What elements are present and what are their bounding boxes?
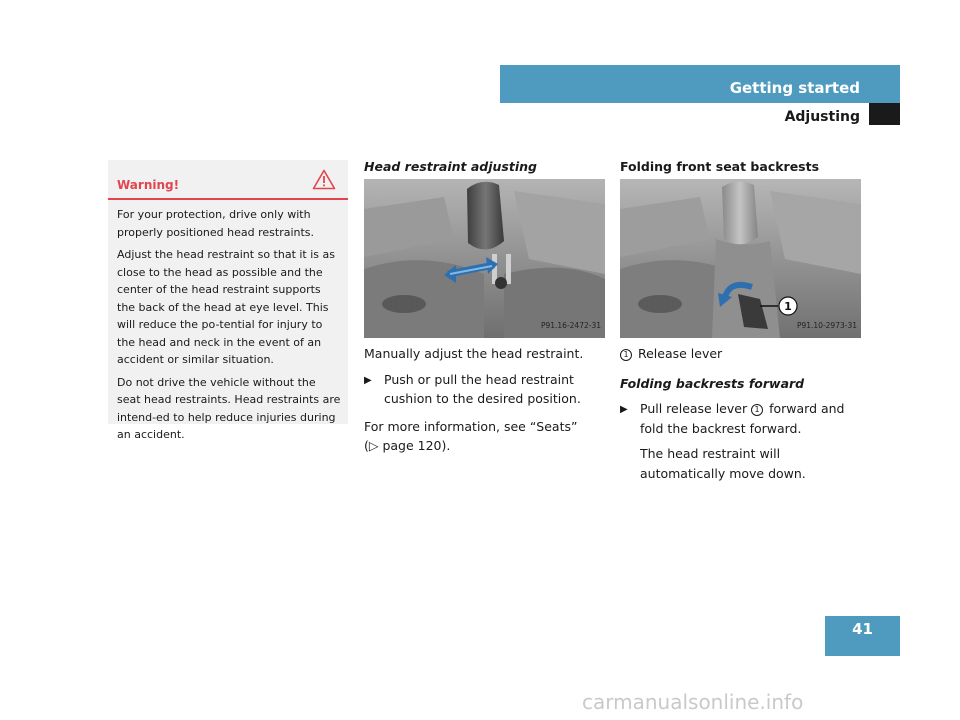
image-code: P91.16-2472-31 [540, 320, 601, 330]
folding-photo [620, 179, 861, 338]
warning-title: Warning! [117, 178, 180, 192]
instruction-text [640, 399, 861, 438]
instruction-prefix: Pull release lever [640, 401, 748, 416]
image-code: P91.10-2973-31 [796, 320, 857, 330]
inline-callout-number: 1 [751, 404, 763, 416]
page-number-box [825, 616, 900, 656]
folding-subtitle: Folding backrests forward [620, 375, 805, 391]
subsection-marker [869, 103, 900, 125]
head-restraint-photo [364, 179, 605, 338]
page-reference: (▷ page 120). [364, 438, 451, 453]
head-restraint-section [364, 155, 605, 456]
folding-section [620, 155, 861, 483]
instruction-step [620, 399, 861, 438]
instruction-step [364, 370, 605, 409]
page-number: 41 [852, 620, 873, 638]
legend-text: Release lever [637, 346, 723, 361]
head-restraint-illustration [364, 179, 605, 338]
folding-illustration [620, 179, 861, 338]
legend-number: 1 [620, 349, 632, 361]
instruction-text: Push or pull the head restraint cushion to the desired position. [384, 371, 581, 406]
more-info-line: For more information, see “Seats” [364, 418, 578, 434]
more-info-text [364, 417, 605, 456]
bullet-arrow-icon: ▶ [364, 374, 372, 386]
warning-body [108, 200, 348, 444]
instruction-suffix: forward and fold the backrest forward. [640, 401, 845, 436]
intro-text: Manually adjust the head restraint. [364, 346, 584, 361]
watermark: carmanualsonline.info [582, 690, 804, 714]
note-text: The head restraint will automatically move down. [640, 446, 806, 481]
subsection-title: Adjusting [784, 109, 860, 125]
warning-paragraph: Adjust the head restraint so that it is as close to the head as possible and the center of the head restraint supports the back of the head at eye level. This will reduce the po-tential for injury to the head and neck in the event of an accident or similar situation. [117, 248, 335, 366]
warning-box [108, 160, 348, 441]
bullet-arrow-icon: ▶ [620, 404, 628, 415]
legend-item [620, 344, 861, 364]
head-restraint-title: Head restraint adjusting [364, 159, 537, 174]
warning-triangle-icon [312, 169, 336, 190]
warning-paragraph: For your protection, drive only with properly positioned head restraints. [117, 208, 315, 239]
header-bar [500, 65, 900, 103]
warning-paragraph: Do not drive the vehicle without the seat head restraints. Head restraints are intend-ed to help reduce injuries during an accident. [117, 375, 341, 441]
warning-header [108, 160, 348, 200]
folding-title: Folding front seat backrests [620, 159, 820, 174]
callout-label: 1 [784, 300, 792, 313]
section-title: Getting started [729, 79, 860, 97]
